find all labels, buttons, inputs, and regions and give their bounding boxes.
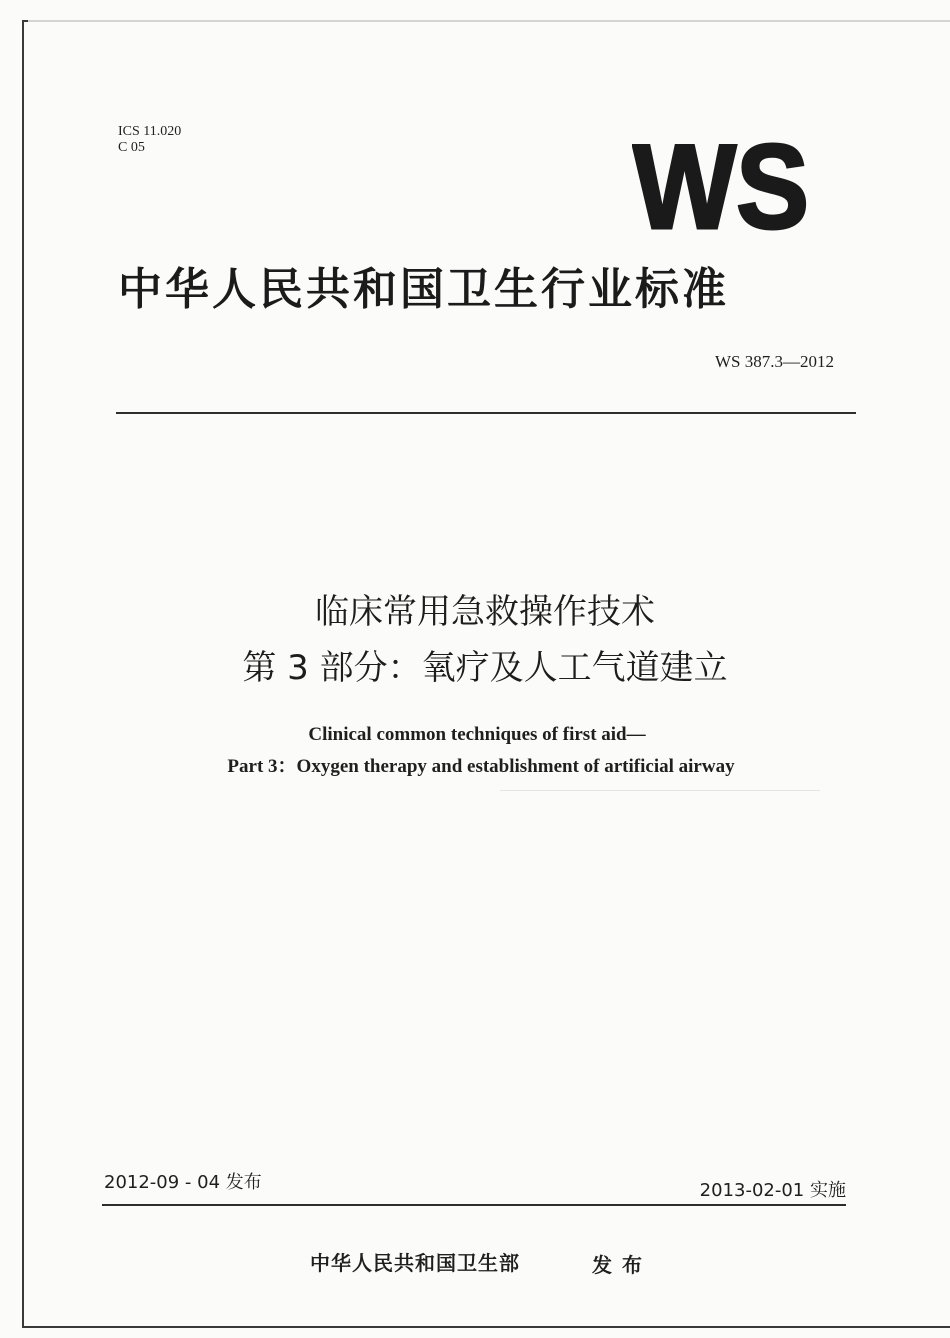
chinese-title-line-1: 临床常用急救操作技术 [315, 592, 655, 632]
ics-code: ICS 11.020 [118, 124, 182, 139]
publisher-name: 中华人民共和国卫生部 [310, 1251, 520, 1275]
ccs-code: C 05 [118, 140, 145, 155]
standard-number: WS 387.3—2012 [715, 352, 834, 371]
footer-divider [102, 1204, 846, 1206]
english-title-line-1: Clinical common techniques of first aid— [308, 724, 646, 745]
org-title: 中华人民共和国卫生行业标准 [118, 264, 729, 315]
scan-frame-corner [22, 20, 28, 22]
header-divider [116, 412, 856, 414]
ws-logo-text: WS [633, 136, 809, 234]
english-title-line-2: Part 3：Oxygen therapy and establishment of artificial airway [227, 756, 735, 777]
implementation-date: 2013-02-01 实施 [699, 1180, 846, 1201]
ws-logo [632, 136, 810, 234]
publish-label: 发布 [592, 1253, 652, 1277]
chinese-title-line-2: 第 3 部分：氧疗及人工气道建立 [242, 648, 728, 688]
scan-frame-bottom [22, 1326, 950, 1328]
scan-frame-top [22, 20, 950, 22]
classification-codes [118, 124, 181, 156]
issue-date: 2012-09 - 04 发布 [104, 1172, 262, 1193]
faint-scan-line [500, 790, 820, 791]
